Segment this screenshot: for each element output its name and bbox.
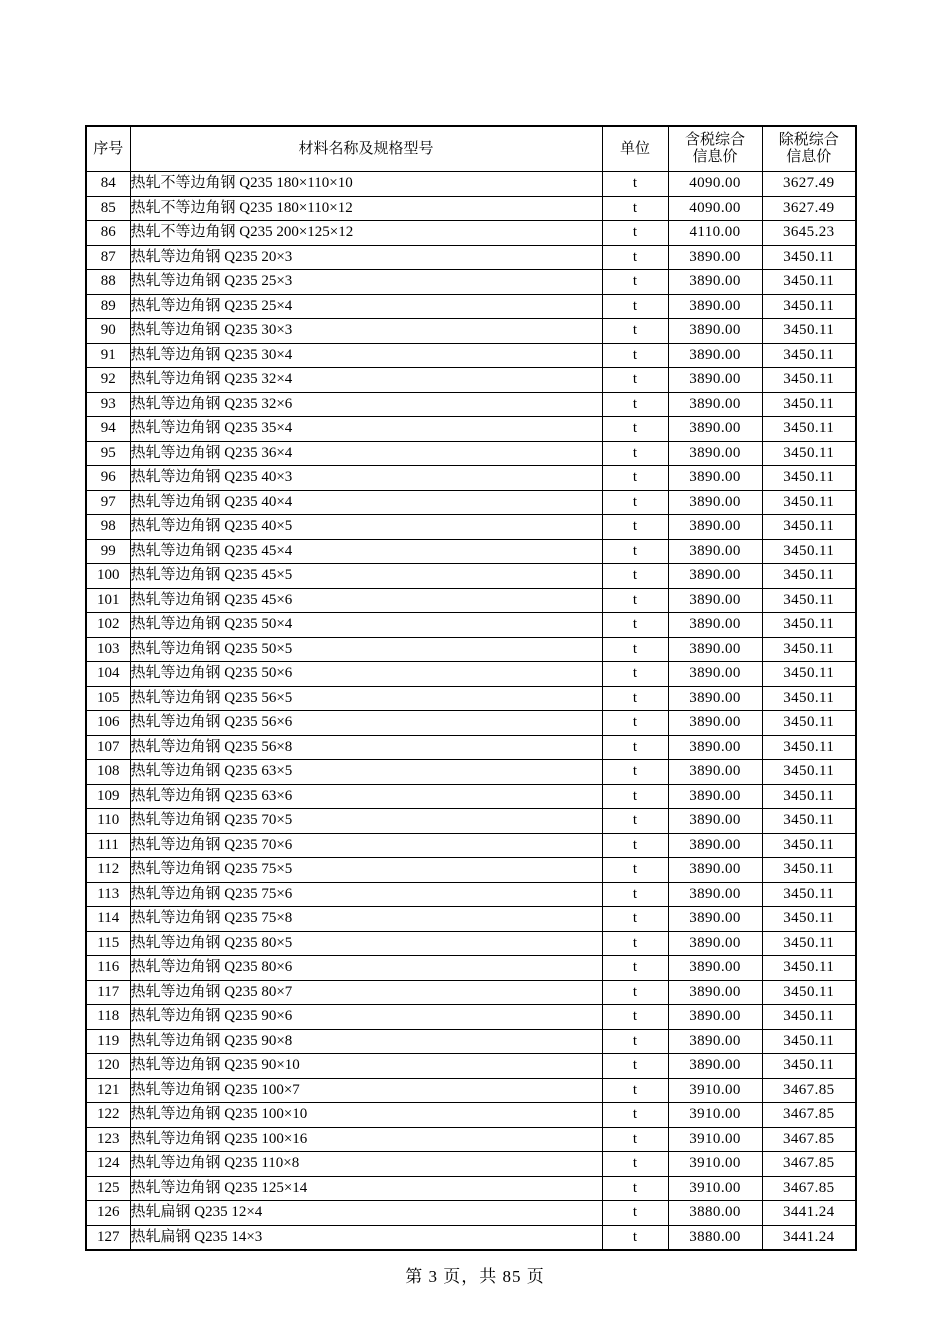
cell-tax-inclusive-price: 3880.00 [668, 1225, 762, 1250]
table-row [86, 441, 856, 466]
cell-tax-exclusive-price: 3450.11 [762, 931, 856, 956]
cell-tax-exclusive-price: 3467.85 [762, 1152, 856, 1177]
cell-sequence: 125 [86, 1176, 130, 1201]
cell-material-name: 热轧等边角钢 Q235 45×6 [130, 588, 602, 613]
cell-material-name: 热轧等边角钢 Q235 50×5 [130, 637, 602, 662]
column-header-tax-exclusive-line2: 信息价 [786, 149, 832, 165]
column-header-tax-inclusive-price [668, 126, 762, 172]
cell-tax-inclusive-price: 3890.00 [668, 343, 762, 368]
cell-unit: t [602, 735, 668, 760]
cell-material-name: 热轧等边角钢 Q235 35×4 [130, 417, 602, 442]
cell-material-name: 热轧等边角钢 Q235 80×7 [130, 980, 602, 1005]
table-row [86, 588, 856, 613]
cell-sequence: 101 [86, 588, 130, 613]
cell-material-name: 热轧等边角钢 Q235 45×4 [130, 539, 602, 564]
cell-unit: t [602, 686, 668, 711]
cell-tax-exclusive-price: 3450.11 [762, 392, 856, 417]
cell-unit: t [602, 662, 668, 687]
cell-sequence: 114 [86, 907, 130, 932]
cell-unit: t [602, 833, 668, 858]
cell-unit: t [602, 1029, 668, 1054]
column-header-tax-inclusive-line2: 信息价 [692, 149, 738, 165]
cell-sequence: 94 [86, 417, 130, 442]
cell-material-name: 热轧等边角钢 Q235 90×8 [130, 1029, 602, 1054]
cell-sequence: 115 [86, 931, 130, 956]
cell-material-name: 热轧等边角钢 Q235 90×6 [130, 1005, 602, 1030]
cell-material-name: 热轧扁钢 Q235 14×3 [130, 1225, 602, 1250]
cell-material-name: 热轧等边角钢 Q235 70×6 [130, 833, 602, 858]
cell-tax-exclusive-price: 3450.11 [762, 1054, 856, 1079]
table-header-row [86, 126, 856, 172]
table-row [86, 1201, 856, 1226]
table-row [86, 858, 856, 883]
cell-material-name: 热轧等边角钢 Q235 80×5 [130, 931, 602, 956]
cell-sequence: 122 [86, 1103, 130, 1128]
cell-tax-exclusive-price: 3450.11 [762, 809, 856, 834]
page-number-text: 第 3 页，共 85 页 [405, 1267, 545, 1286]
table-row [86, 319, 856, 344]
cell-tax-inclusive-price: 3890.00 [668, 564, 762, 589]
cell-sequence: 116 [86, 956, 130, 981]
cell-tax-exclusive-price: 3450.11 [762, 1005, 856, 1030]
cell-unit: t [602, 1176, 668, 1201]
table-row [86, 809, 856, 834]
cell-unit: t [602, 760, 668, 785]
cell-sequence: 100 [86, 564, 130, 589]
cell-tax-exclusive-price: 3450.11 [762, 956, 856, 981]
cell-material-name: 热轧等边角钢 Q235 100×16 [130, 1127, 602, 1152]
table-row [86, 294, 856, 319]
cell-tax-inclusive-price: 3890.00 [668, 539, 762, 564]
cell-material-name: 热轧不等边角钢 Q235 180×110×12 [130, 196, 602, 221]
cell-tax-inclusive-price: 3890.00 [668, 833, 762, 858]
cell-tax-exclusive-price: 3450.11 [762, 882, 856, 907]
cell-unit: t [602, 172, 668, 197]
cell-tax-inclusive-price: 3910.00 [668, 1103, 762, 1128]
table-row [86, 980, 856, 1005]
cell-unit: t [602, 613, 668, 638]
cell-sequence: 112 [86, 858, 130, 883]
cell-tax-inclusive-price: 3890.00 [668, 637, 762, 662]
cell-tax-inclusive-price: 3890.00 [668, 1005, 762, 1030]
cell-material-name: 热轧扁钢 Q235 12×4 [130, 1201, 602, 1226]
cell-tax-inclusive-price: 3890.00 [668, 809, 762, 834]
cell-tax-exclusive-price: 3467.85 [762, 1103, 856, 1128]
cell-material-name: 热轧等边角钢 Q235 40×3 [130, 466, 602, 491]
cell-sequence: 86 [86, 221, 130, 246]
table-row [86, 564, 856, 589]
cell-sequence: 95 [86, 441, 130, 466]
cell-tax-inclusive-price: 3890.00 [668, 319, 762, 344]
cell-tax-inclusive-price: 3890.00 [668, 1054, 762, 1079]
cell-tax-exclusive-price: 3627.49 [762, 172, 856, 197]
cell-tax-inclusive-price: 3890.00 [668, 245, 762, 270]
table-row [86, 956, 856, 981]
cell-tax-inclusive-price: 3890.00 [668, 466, 762, 491]
cell-tax-inclusive-price: 3890.00 [668, 931, 762, 956]
cell-tax-exclusive-price: 3450.11 [762, 637, 856, 662]
cell-material-name: 热轧等边角钢 Q235 36×4 [130, 441, 602, 466]
cell-sequence: 91 [86, 343, 130, 368]
cell-sequence: 85 [86, 196, 130, 221]
cell-material-name: 热轧等边角钢 Q235 32×6 [130, 392, 602, 417]
table-body [86, 172, 856, 1251]
table-row [86, 1225, 856, 1250]
cell-material-name: 热轧等边角钢 Q235 80×6 [130, 956, 602, 981]
cell-sequence: 92 [86, 368, 130, 393]
cell-sequence: 108 [86, 760, 130, 785]
cell-tax-inclusive-price: 3890.00 [668, 1029, 762, 1054]
cell-tax-inclusive-price: 3890.00 [668, 956, 762, 981]
cell-tax-exclusive-price: 3450.11 [762, 417, 856, 442]
cell-unit: t [602, 907, 668, 932]
cell-sequence: 89 [86, 294, 130, 319]
cell-tax-inclusive-price: 3890.00 [668, 760, 762, 785]
cell-material-name: 热轧等边角钢 Q235 100×7 [130, 1078, 602, 1103]
cell-tax-inclusive-price: 4090.00 [668, 196, 762, 221]
cell-sequence: 110 [86, 809, 130, 834]
cell-sequence: 105 [86, 686, 130, 711]
cell-tax-inclusive-price: 3890.00 [668, 613, 762, 638]
column-header-unit-label: 单位 [619, 140, 650, 157]
cell-tax-exclusive-price: 3450.11 [762, 735, 856, 760]
cell-tax-exclusive-price: 3450.11 [762, 613, 856, 638]
cell-tax-exclusive-price: 3450.11 [762, 515, 856, 540]
table-row [86, 368, 856, 393]
table-row [86, 637, 856, 662]
table-row [86, 686, 856, 711]
cell-unit: t [602, 1152, 668, 1177]
cell-unit: t [602, 882, 668, 907]
cell-unit: t [602, 1225, 668, 1250]
table-row [86, 539, 856, 564]
cell-unit: t [602, 564, 668, 589]
cell-tax-inclusive-price: 3890.00 [668, 490, 762, 515]
column-header-material-name [130, 126, 602, 172]
cell-sequence: 123 [86, 1127, 130, 1152]
cell-tax-inclusive-price: 3910.00 [668, 1152, 762, 1177]
cell-tax-inclusive-price: 3890.00 [668, 588, 762, 613]
table-row [86, 1152, 856, 1177]
cell-tax-inclusive-price: 3890.00 [668, 392, 762, 417]
cell-tax-exclusive-price: 3450.11 [762, 564, 856, 589]
cell-material-name: 热轧等边角钢 Q235 70×5 [130, 809, 602, 834]
cell-tax-inclusive-price: 3890.00 [668, 294, 762, 319]
cell-material-name: 热轧等边角钢 Q235 32×4 [130, 368, 602, 393]
cell-material-name: 热轧等边角钢 Q235 30×3 [130, 319, 602, 344]
cell-tax-exclusive-price: 3450.11 [762, 686, 856, 711]
cell-tax-exclusive-price: 3450.11 [762, 343, 856, 368]
table-header [86, 126, 856, 172]
table-row [86, 270, 856, 295]
table-row [86, 196, 856, 221]
cell-unit: t [602, 711, 668, 736]
cell-unit: t [602, 1103, 668, 1128]
cell-tax-exclusive-price: 3467.85 [762, 1127, 856, 1152]
cell-unit: t [602, 294, 668, 319]
cell-unit: t [602, 1078, 668, 1103]
cell-material-name: 热轧等边角钢 Q235 20×3 [130, 245, 602, 270]
cell-sequence: 88 [86, 270, 130, 295]
table-row [86, 1176, 856, 1201]
table-row [86, 1029, 856, 1054]
cell-unit: t [602, 221, 668, 246]
cell-unit: t [602, 392, 668, 417]
cell-material-name: 热轧等边角钢 Q235 30×4 [130, 343, 602, 368]
cell-unit: t [602, 858, 668, 883]
cell-unit: t [602, 196, 668, 221]
cell-unit: t [602, 417, 668, 442]
cell-material-name: 热轧等边角钢 Q235 45×5 [130, 564, 602, 589]
cell-sequence: 106 [86, 711, 130, 736]
cell-sequence: 111 [86, 833, 130, 858]
cell-unit: t [602, 441, 668, 466]
cell-material-name: 热轧等边角钢 Q235 100×10 [130, 1103, 602, 1128]
cell-tax-inclusive-price: 3890.00 [668, 735, 762, 760]
cell-unit: t [602, 270, 668, 295]
cell-unit: t [602, 588, 668, 613]
cell-tax-exclusive-price: 3450.11 [762, 270, 856, 295]
cell-material-name: 热轧等边角钢 Q235 56×6 [130, 711, 602, 736]
cell-tax-exclusive-price: 3450.11 [762, 490, 856, 515]
column-header-tax-inclusive-line1: 含税综合 [684, 132, 745, 149]
cell-tax-exclusive-price: 3450.11 [762, 711, 856, 736]
cell-material-name: 热轧不等边角钢 Q235 180×110×10 [130, 172, 602, 197]
cell-material-name: 热轧等边角钢 Q235 63×5 [130, 760, 602, 785]
cell-tax-exclusive-price: 3450.11 [762, 1029, 856, 1054]
table-row [86, 882, 856, 907]
cell-tax-inclusive-price: 4090.00 [668, 172, 762, 197]
cell-material-name: 热轧等边角钢 Q235 75×6 [130, 882, 602, 907]
cell-material-name: 热轧等边角钢 Q235 50×6 [130, 662, 602, 687]
cell-tax-inclusive-price: 3910.00 [668, 1078, 762, 1103]
cell-sequence: 113 [86, 882, 130, 907]
page-footer [0, 1262, 950, 1287]
cell-sequence: 93 [86, 392, 130, 417]
cell-unit: t [602, 466, 668, 491]
cell-sequence: 120 [86, 1054, 130, 1079]
cell-unit: t [602, 368, 668, 393]
cell-material-name: 热轧等边角钢 Q235 50×4 [130, 613, 602, 638]
column-header-unit [602, 126, 668, 172]
table-row [86, 833, 856, 858]
table-row [86, 907, 856, 932]
cell-unit: t [602, 1005, 668, 1030]
cell-sequence: 127 [86, 1225, 130, 1250]
table-row [86, 515, 856, 540]
cell-tax-inclusive-price: 3910.00 [668, 1176, 762, 1201]
cell-tax-inclusive-price: 3890.00 [668, 980, 762, 1005]
cell-unit: t [602, 956, 668, 981]
cell-sequence: 109 [86, 784, 130, 809]
cell-material-name: 热轧等边角钢 Q235 56×5 [130, 686, 602, 711]
table-row [86, 1054, 856, 1079]
table-row [86, 1103, 856, 1128]
cell-material-name: 热轧等边角钢 Q235 90×10 [130, 1054, 602, 1079]
cell-tax-inclusive-price: 3890.00 [668, 858, 762, 883]
table-row [86, 1005, 856, 1030]
cell-tax-exclusive-price: 3645.23 [762, 221, 856, 246]
cell-sequence: 87 [86, 245, 130, 270]
cell-tax-inclusive-price: 3910.00 [668, 1127, 762, 1152]
cell-tax-exclusive-price: 3450.11 [762, 294, 856, 319]
cell-material-name: 热轧等边角钢 Q235 125×14 [130, 1176, 602, 1201]
cell-tax-exclusive-price: 3450.11 [762, 368, 856, 393]
cell-tax-inclusive-price: 3890.00 [668, 686, 762, 711]
cell-sequence: 97 [86, 490, 130, 515]
cell-unit: t [602, 1054, 668, 1079]
cell-sequence: 117 [86, 980, 130, 1005]
cell-tax-exclusive-price: 3627.49 [762, 196, 856, 221]
table-row [86, 760, 856, 785]
cell-sequence: 119 [86, 1029, 130, 1054]
cell-sequence: 99 [86, 539, 130, 564]
cell-tax-exclusive-price: 3450.11 [762, 784, 856, 809]
cell-sequence: 118 [86, 1005, 130, 1030]
cell-tax-inclusive-price: 3880.00 [668, 1201, 762, 1226]
cell-tax-inclusive-price: 3890.00 [668, 784, 762, 809]
cell-tax-exclusive-price: 3441.24 [762, 1201, 856, 1226]
cell-sequence: 104 [86, 662, 130, 687]
table-row [86, 490, 856, 515]
table-row [86, 417, 856, 442]
table-row [86, 221, 856, 246]
table-row [86, 466, 856, 491]
cell-tax-exclusive-price: 3450.11 [762, 980, 856, 1005]
column-header-tax-exclusive-line1: 除税综合 [778, 132, 839, 149]
table-row [86, 343, 856, 368]
cell-material-name: 热轧等边角钢 Q235 75×8 [130, 907, 602, 932]
cell-material-name: 热轧等边角钢 Q235 110×8 [130, 1152, 602, 1177]
cell-material-name: 热轧等边角钢 Q235 75×5 [130, 858, 602, 883]
cell-unit: t [602, 809, 668, 834]
table-row [86, 613, 856, 638]
cell-material-name: 热轧等边角钢 Q235 56×8 [130, 735, 602, 760]
cell-material-name: 热轧等边角钢 Q235 40×4 [130, 490, 602, 515]
price-table-container [85, 125, 855, 1251]
cell-tax-inclusive-price: 4110.00 [668, 221, 762, 246]
cell-tax-inclusive-price: 3890.00 [668, 907, 762, 932]
cell-sequence: 124 [86, 1152, 130, 1177]
cell-unit: t [602, 515, 668, 540]
table-row [86, 735, 856, 760]
cell-material-name: 热轧等边角钢 Q235 40×5 [130, 515, 602, 540]
column-header-material-name-label: 材料名称及规格型号 [298, 140, 434, 157]
cell-tax-inclusive-price: 3890.00 [668, 515, 762, 540]
cell-sequence: 90 [86, 319, 130, 344]
cell-unit: t [602, 980, 668, 1005]
cell-unit: t [602, 637, 668, 662]
cell-material-name: 热轧等边角钢 Q235 25×3 [130, 270, 602, 295]
cell-sequence: 98 [86, 515, 130, 540]
cell-material-name: 热轧等边角钢 Q235 25×4 [130, 294, 602, 319]
cell-tax-exclusive-price: 3467.85 [762, 1176, 856, 1201]
cell-tax-inclusive-price: 3890.00 [668, 711, 762, 736]
cell-sequence: 126 [86, 1201, 130, 1226]
cell-tax-exclusive-price: 3450.11 [762, 858, 856, 883]
column-header-sequence [86, 126, 130, 172]
cell-sequence: 107 [86, 735, 130, 760]
cell-sequence: 102 [86, 613, 130, 638]
cell-tax-inclusive-price: 3890.00 [668, 368, 762, 393]
cell-tax-inclusive-price: 3890.00 [668, 662, 762, 687]
table-row [86, 1127, 856, 1152]
cell-sequence: 103 [86, 637, 130, 662]
cell-tax-inclusive-price: 3890.00 [668, 882, 762, 907]
table-row [86, 172, 856, 197]
cell-unit: t [602, 319, 668, 344]
cell-tax-exclusive-price: 3450.11 [762, 833, 856, 858]
cell-tax-exclusive-price: 3467.85 [762, 1078, 856, 1103]
column-header-sequence-label: 序号 [93, 140, 124, 157]
table-row [86, 711, 856, 736]
table-row [86, 392, 856, 417]
table-row [86, 1078, 856, 1103]
material-price-table [85, 125, 857, 1251]
column-header-tax-exclusive-price [762, 126, 856, 172]
cell-unit: t [602, 343, 668, 368]
cell-unit: t [602, 539, 668, 564]
cell-tax-exclusive-price: 3450.11 [762, 662, 856, 687]
cell-material-name: 热轧等边角钢 Q235 63×6 [130, 784, 602, 809]
cell-tax-exclusive-price: 3441.24 [762, 1225, 856, 1250]
cell-tax-exclusive-price: 3450.11 [762, 907, 856, 932]
cell-tax-exclusive-price: 3450.11 [762, 588, 856, 613]
cell-tax-exclusive-price: 3450.11 [762, 441, 856, 466]
cell-tax-inclusive-price: 3890.00 [668, 417, 762, 442]
cell-sequence: 84 [86, 172, 130, 197]
cell-sequence: 96 [86, 466, 130, 491]
cell-unit: t [602, 245, 668, 270]
cell-tax-inclusive-price: 3890.00 [668, 270, 762, 295]
cell-unit: t [602, 1127, 668, 1152]
cell-tax-exclusive-price: 3450.11 [762, 760, 856, 785]
cell-tax-exclusive-price: 3450.11 [762, 466, 856, 491]
cell-material-name: 热轧不等边角钢 Q235 200×125×12 [130, 221, 602, 246]
cell-tax-exclusive-price: 3450.11 [762, 319, 856, 344]
cell-tax-inclusive-price: 3890.00 [668, 441, 762, 466]
table-row [86, 662, 856, 687]
cell-unit: t [602, 931, 668, 956]
cell-unit: t [602, 784, 668, 809]
table-row [86, 784, 856, 809]
cell-unit: t [602, 1201, 668, 1226]
table-row [86, 931, 856, 956]
cell-unit: t [602, 490, 668, 515]
table-row [86, 245, 856, 270]
cell-tax-exclusive-price: 3450.11 [762, 245, 856, 270]
cell-sequence: 121 [86, 1078, 130, 1103]
cell-tax-exclusive-price: 3450.11 [762, 539, 856, 564]
